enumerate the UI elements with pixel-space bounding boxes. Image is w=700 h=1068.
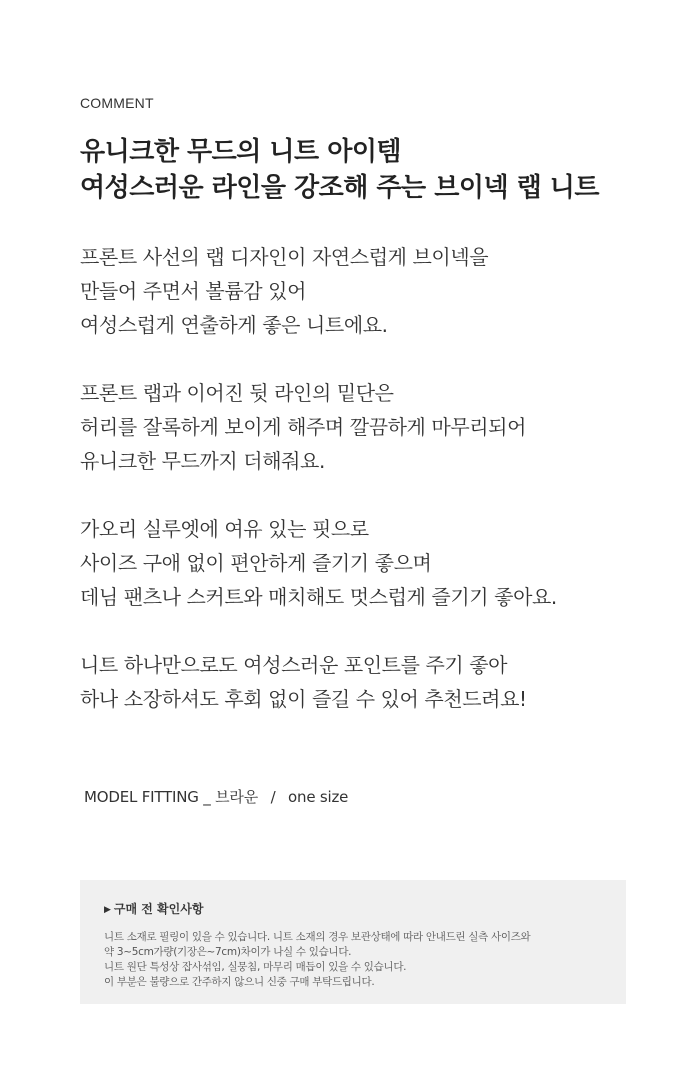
triangle-right-icon: ▶: [104, 905, 111, 915]
description-line: 여성스럽게 연출하게 좋은 니트에요.: [80, 313, 388, 337]
description-line: 허리를 잘록하게 보이게 해주며 깔끔하게 마무리되어: [80, 415, 527, 439]
headline: [80, 134, 680, 206]
description-line: 유니크한 무드까지 더해줘요.: [80, 449, 325, 473]
model-fitting-size: one size: [288, 788, 349, 806]
description-paragraph: [80, 376, 680, 478]
headline-line: 유니크한 무드의 니트 아이템: [80, 137, 402, 167]
headline-line: 여성스러운 라인을 강조해 주는 브이넥 랩 니트: [80, 173, 600, 203]
description-line: 프론트 랩과 이어진 뒷 라인의 밑단은: [80, 381, 394, 405]
notice-text: [104, 930, 614, 990]
section-label: COMMENT: [80, 95, 154, 111]
description-paragraph: [80, 240, 680, 342]
description-line: 데님 팬츠나 스커트와 매치해도 멋스럽게 즐기기 좋아요.: [80, 585, 557, 609]
description-line: 만들어 주면서 볼륨감 있어: [80, 279, 306, 303]
notice-line: 이 부분은 불량으로 간주하지 않으니 신중 구매 부탁드립니다.: [104, 976, 375, 988]
model-fitting-label: MODEL FITTING _: [84, 788, 211, 806]
notice-line: 약 3~5cm가량(기장은~7cm)차이가 나실 수 있습니다.: [104, 946, 352, 958]
notice-line: 니트 소재로 필링이 있을 수 있습니다. 니트 소재의 경우 보관상태에 따라 안내드린 실측 사이즈와: [104, 931, 531, 943]
description-line: 가오리 실루엣에 여유 있는 핏으로: [80, 517, 369, 541]
model-fitting-separator: /: [270, 788, 276, 806]
notice-line: 니트 원단 특성상 잡사섞임, 실뭉침, 마무리 매듭이 있을 수 있습니다.: [104, 961, 407, 973]
description-line: 하나 소장하셔도 후회 없이 즐길 수 있어 추천드려요!: [80, 687, 527, 711]
description-line: 프론트 사선의 랩 디자인이 자연스럽게 브이넥을: [80, 245, 489, 269]
notice-title-text: 구매 전 확인사항: [113, 902, 204, 916]
model-fitting-color: 브라운: [215, 788, 259, 806]
description-line: 니트 하나만으로도 여성스러운 포인트를 주기 좋아: [80, 653, 508, 677]
description-paragraph: [80, 648, 680, 716]
model-fitting: [84, 786, 348, 807]
description-line: 사이즈 구애 없이 편안하게 즐기기 좋으며: [80, 551, 432, 575]
description-paragraph: [80, 512, 680, 614]
notice-title: [104, 900, 203, 917]
purchase-notice-box: [80, 880, 626, 1004]
description-body: [80, 240, 680, 750]
